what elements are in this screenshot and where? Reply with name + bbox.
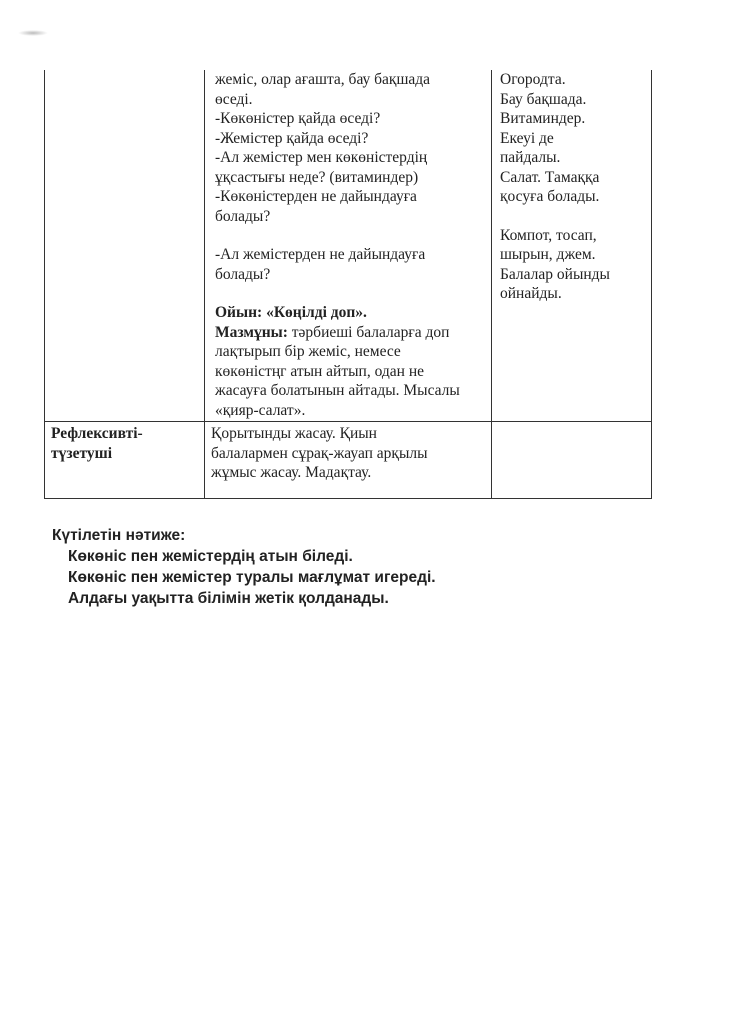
content-text: тәрбиеші балаларға доп xyxy=(291,323,450,341)
scan-smudge xyxy=(18,30,48,36)
text-line: жеміс, олар ағашта, бау бақшада xyxy=(215,71,431,88)
table-row xyxy=(45,70,652,422)
game-title: «Көңілді доп». xyxy=(266,304,367,321)
text-line: қосуға болады. xyxy=(500,188,600,205)
text-line: Салат. Тамаққа xyxy=(500,168,600,186)
text-line: Балалар ойынды xyxy=(500,265,610,283)
expected-result xyxy=(52,525,436,609)
stage-label: түзетуші xyxy=(51,444,113,462)
text-line: лақтырып бір жеміс, немесе xyxy=(215,343,401,360)
text-line: болады? xyxy=(215,265,271,283)
expected-result-heading: Күтілетін нәтиже: xyxy=(52,527,186,544)
text-line: балалармен сұрақ-жауап арқылы xyxy=(211,444,428,462)
blank-line xyxy=(215,226,485,245)
table-row xyxy=(45,422,652,499)
text-line: ұқсастығы неде? (витаминдер) xyxy=(215,168,419,186)
table-cell-teacher-activity xyxy=(205,70,492,422)
table-cell-stage xyxy=(45,70,205,422)
game-label: Ойын: xyxy=(215,304,263,321)
text-line: Екеуі де xyxy=(500,129,554,147)
table-cell-stage xyxy=(45,422,205,499)
table-cell-teacher-activity xyxy=(205,422,492,499)
content-first-line xyxy=(215,323,485,343)
text-line: -Көкөністер қайда өседі? xyxy=(215,110,381,127)
blank-line xyxy=(215,284,485,303)
text-line: пайдалы. xyxy=(500,149,561,166)
text-line: Компот, тосап, xyxy=(500,226,597,244)
text-line: -Көкөністерден не дайындауға xyxy=(215,188,417,205)
text-line: Бау бақшада. xyxy=(500,90,587,108)
blank-line xyxy=(500,207,645,226)
expected-result-item: Алдағы уақытта білімін жетік қолданады. xyxy=(68,590,389,607)
text-line: Огородта. xyxy=(500,71,566,88)
text-line: өседі. xyxy=(215,90,253,108)
text-line: жасауға болатынын айтады. Мысалы xyxy=(215,382,460,399)
content-label: Мазмұны: xyxy=(215,323,288,341)
table-cell-child-activity xyxy=(492,70,652,422)
expected-result-item: Көкөніс пен жемістердің атын біледі. xyxy=(68,548,353,565)
text-line: ойнайды. xyxy=(500,285,562,302)
text-line: болады? xyxy=(215,207,271,225)
expected-result-item: Көкөніс пен жемістер туралы мағлұмат игереді. xyxy=(68,569,436,586)
game-heading xyxy=(215,303,485,323)
text-line: жұмыс жасау. Мадақтау. xyxy=(211,464,372,481)
text-line: -Жемістер қайда өседі? xyxy=(215,129,369,147)
stage-label: Рефлексивті- xyxy=(51,425,143,442)
lesson-table xyxy=(44,70,652,499)
text-line: көкөністңг атын айтып, одан не xyxy=(215,362,425,380)
text-line: Қорытынды жасау. Қиын xyxy=(211,425,377,442)
text-line: -Ал жемістерден не дайындауға xyxy=(215,246,426,263)
text-line: шырын, джем. xyxy=(500,246,596,263)
text-line: Витаминдер. xyxy=(500,110,586,127)
text-line: -Ал жемістер мен көкөністердің xyxy=(215,149,428,166)
table-cell-child-activity xyxy=(492,422,652,499)
text-line: «қияр-салат». xyxy=(215,401,306,419)
